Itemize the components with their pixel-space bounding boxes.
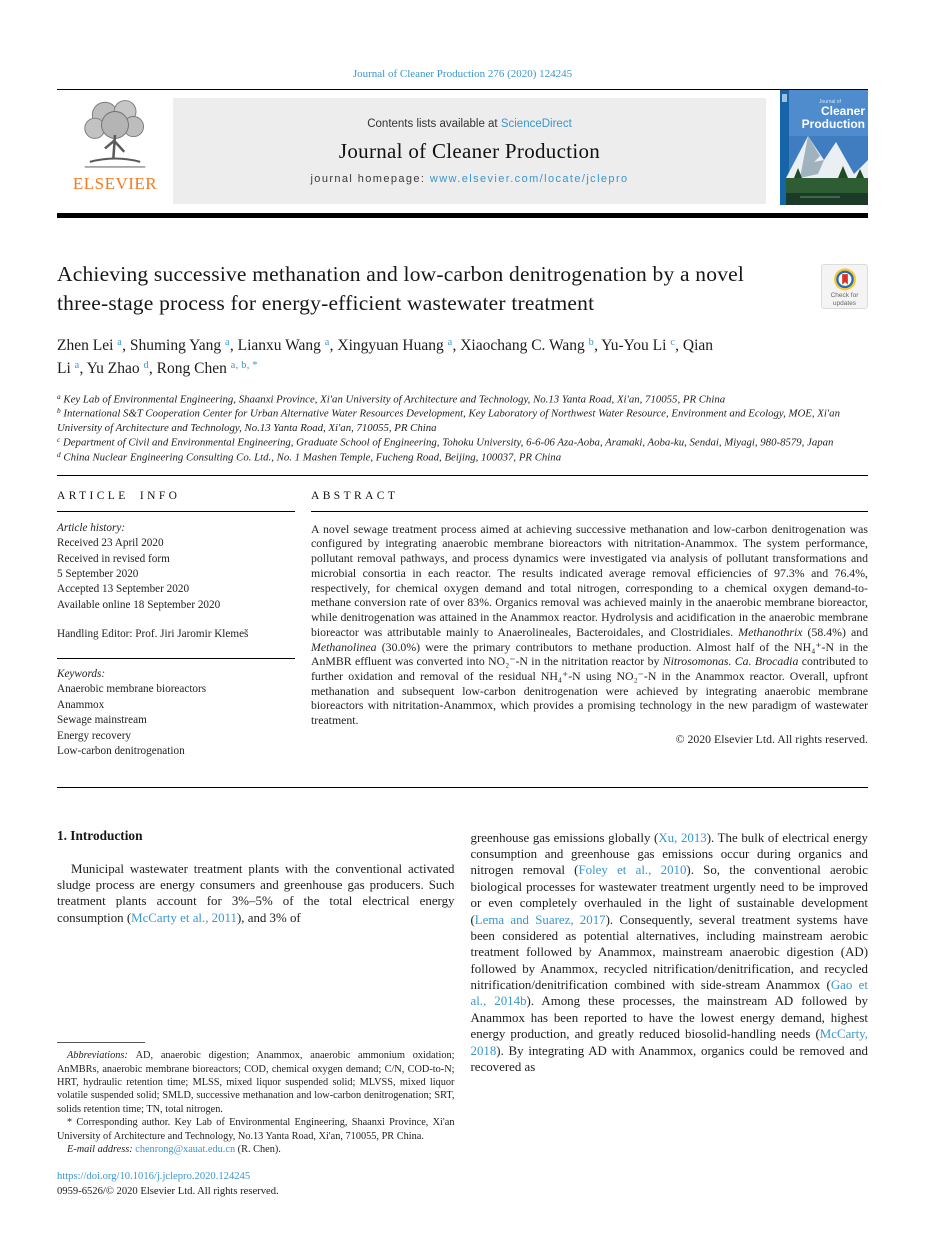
corresponding-author-footnote: * Corresponding author. Key Lab of Environmental Engineering, Shaanxi Province, Xi'an University of Architecture and Technology, No.13 Yanta Road, Xi'an, 710055, PR China. bbox=[57, 1117, 455, 1142]
check-for-updates-label: Check for updates bbox=[830, 291, 859, 307]
journal-cover-thumbnail[interactable] bbox=[780, 90, 868, 206]
history-line: Received 23 April 2020 bbox=[57, 537, 164, 550]
check-for-updates-badge[interactable] bbox=[821, 264, 868, 309]
journal-masthead bbox=[57, 90, 868, 206]
elsevier-tree-icon bbox=[73, 93, 157, 177]
journal-name: Journal of Cleaner Production bbox=[338, 138, 601, 163]
keyword: Anaerobic membrane bioreactors bbox=[57, 683, 207, 696]
doi-link[interactable]: https://doi.org/10.1016/j.jclepro.2020.124245 bbox=[57, 1170, 251, 1182]
check-for-updates-icon bbox=[830, 267, 860, 292]
elsevier-logo[interactable] bbox=[57, 90, 173, 206]
article-info-rule bbox=[57, 511, 295, 512]
keyword: Sewage mainstream bbox=[57, 714, 147, 727]
abbreviations-footnote: Abbreviations: AD, anaerobic digestion; Anammox, anaerobic ammonium oxidation; AnMBRs, anaerobic membrane bioreactors; COD, chemical oxygen demand; C/N, COD-to-N; HRT, hydraulic retention time; MLSS, mixed liquor suspended solid; MLVSS, mixed liquor volatile suspended solid; SMLD, successive methanation and low-carbon denitrogenation; SRT, solids retention time; TN, total nitrogen. bbox=[57, 1050, 455, 1115]
affiliation-b bbox=[57, 406, 868, 435]
affiliation-c bbox=[57, 435, 868, 450]
body-left-column bbox=[57, 828, 455, 1200]
keyword: Anammox bbox=[57, 698, 105, 711]
author-list: Zhen Lei $^a$, Shuming Yang $^a$, Lianxu Wang $^a$, Xingyuan Huang $^a$, Xiaochang C. Wang $^b$, Yu-You Li $^c$, Qian Li $^a$, Yu Zhao $^d$, Rong Chen $^{a, b, *}$ bbox=[57, 337, 714, 378]
affiliation-text: Department of Civil and Environmental Engineering, Graduate School of Engineering, Tohoku University, 6-6-06 Aza-Aoba, Aramaki, Aoba-ku, Sendai, Miyagi, 980-8579, Japan bbox=[62, 436, 834, 449]
copyright-line: © 2020 Elsevier Ltd. All rights reserved. bbox=[675, 731, 868, 746]
handling-editor-line: Handling Editor: Prof. Jiri Jaromir Klemeš bbox=[57, 628, 249, 641]
keywords-label: Keywords: bbox=[57, 667, 106, 680]
history-line: Available online 18 September 2020 bbox=[57, 598, 221, 611]
article-title: Achieving successive methanation and low-carbon denitrogenation by a novel three-stage process for energy-efficient wastewater treatment bbox=[57, 262, 745, 315]
intro-paragraph-continued: greenhouse gas emissions globally (Xu, 2013). The bulk of electrical energy consumption and greenhouse gas emissions occur during organics and nitrogen removal (Foley et al., 2010). So, the conventional aerobic biological processes for wastewater treatment urgently need to be improved or even completely overhauled in the light of sustainable development (Lema and Suarez, 2017). Consequently, several treatment systems have been considered as potential alternatives, including mainstream aerobic treatment followed by Anammox, mainstream anaerobic digestion (AD) followed by Anammox, recycled nitrification/denitrification, and recycled nitrification/denitrification combined with side-stream Anammox (Gao et al., 2014b). Among these processes, the mainstream AD followed by Anammox has been reported to have the lowest energy demand, highest energy production, and greatly reduced biosolid-handling needs (McCarty, 2018). By integrating AD with Anammox, organics could be removed and recovered as bbox=[470, 830, 868, 1075]
article-history-label: Article history: bbox=[57, 521, 126, 534]
info-abstract-section bbox=[57, 476, 868, 760]
affiliation-marker: b bbox=[57, 406, 61, 416]
contents-list-line[interactable]: Contents lists available at ScienceDirect bbox=[367, 117, 572, 130]
article-body bbox=[57, 828, 868, 1200]
journal-cover-image bbox=[780, 90, 868, 205]
history-line: Received in revised form bbox=[57, 552, 170, 565]
history-line: Accepted 13 September 2020 bbox=[57, 583, 190, 596]
cover-title-line2: Production bbox=[801, 117, 865, 131]
abstract-heading: ABSTRACT bbox=[311, 489, 399, 502]
affiliation-text: International S&T Cooperation Center for Urban Alternative Water Resources Development, Key Laboratory of Northwest Water Resource, Environment and Ecology, MOE, Xi'an University of Architecture and Technology, No.13 Yanta Road, Xi'an, 710055, PR China bbox=[57, 407, 840, 434]
keyword: Low-carbon denitrogenation bbox=[57, 745, 185, 758]
affiliation-text: China Nuclear Engineering Consulting Co. Ltd., No. 1 Mashen Temple, Fucheng Road, Beijing, 100037, PR China bbox=[63, 451, 562, 464]
intro-paragraph: Municipal wastewater treatment plants with the conventional activated sludge process are energy consumers and greenhouse gas producers. Such treatment plants account for 3%–5% of the total electrical energy consumption (McCarty et al., 2011), and 3% of bbox=[57, 861, 455, 925]
issn-copyright-line: 0959-6526/© 2020 Elsevier Ltd. All rights reserved. bbox=[57, 1185, 279, 1197]
body-right-column bbox=[471, 828, 869, 1200]
elsevier-wordmark: ELSEVIER bbox=[72, 174, 158, 193]
title-block bbox=[57, 260, 868, 317]
column-spacer bbox=[57, 926, 455, 1042]
cover-journal-prefix: Journal of bbox=[819, 99, 841, 105]
abstract-column bbox=[311, 476, 868, 760]
affiliation-marker: d bbox=[57, 450, 61, 460]
footnote-divider bbox=[57, 1042, 145, 1043]
abstract-bottom-divider bbox=[57, 787, 868, 788]
section-heading-introduction: 1. Introduction bbox=[57, 827, 143, 843]
article-info-heading: ARTICLE INFO bbox=[57, 489, 181, 502]
affiliation-text: Key Lab of Environmental Engineering, Shaanxi Province, Xi'an University of Architecture and Technology, No.13 Yanta Road, Xi'an, 710055, PR China bbox=[63, 392, 726, 405]
journal-citation: Journal of Cleaner Production 276 (2020) 124245 bbox=[352, 68, 573, 80]
doi-block bbox=[57, 1170, 455, 1200]
keyword: Energy recovery bbox=[57, 729, 132, 742]
abstract-rule bbox=[311, 511, 868, 512]
history-line: 5 September 2020 bbox=[57, 568, 139, 581]
article-info-column bbox=[57, 476, 295, 760]
affiliation-d bbox=[57, 450, 868, 465]
affiliations bbox=[57, 392, 868, 465]
affiliation-marker: c bbox=[57, 435, 61, 445]
email-footnote: E-mail address: chenrong@xauat.edu.cn (R. Chen). bbox=[67, 1144, 281, 1156]
masthead-bottom-bar bbox=[57, 213, 868, 218]
journal-banner bbox=[173, 98, 766, 204]
cover-title-line1: Cleaner bbox=[820, 104, 865, 118]
journal-homepage-line[interactable]: journal homepage: www.elsevier.com/locate/jclepro bbox=[310, 172, 629, 185]
affiliation-marker: a bbox=[57, 391, 61, 401]
keywords-divider bbox=[57, 658, 295, 659]
footnote-block bbox=[57, 1042, 455, 1157]
abstract-text: A novel sewage treatment process aimed at achieving successive methanation and low-carbon denitrogenation was configured by integrating anaerobic membrane bioreactors with nitritation-Anammox. The system performance, pollutant removal pathways, and process dynamics were investigated via analysis of pollutant transformations and microbial consortia in each reactor. The results indicated average removal efficiencies of 97.3% and 76.4%, respectively, for chemical oxygen demand and total nitrogen, corresponding to a chemical oxygen demand-to-methane conversion rate of over 83%. Organics removal was achieved mainly in the anaerobic membrane bioreactor, while denitrogenation was attained in the Anammox reactor. Hydrolysis and acidification in the anaerobic membrane bioreactor was attributable mainly to Anaerolineales, Bacteroidales, and Clostridiales. Methanothrix (58.4%) and Methanolinea (30.0%) were the primary contributors to methane production. Almost half of the NH₄⁺-N in the AnMBR effluent was converted into NO₂⁻-N in the nitritation reactor by Nitrosomonas. Ca. Brocadia contributed to further oxidation and removal of the residual NH₄⁺-N using NO₂⁻-N in the Anammox reactor. Overall, upfront methanation and subsequent low-carbon denitrogenation were achieved by integrating anaerobic membrane bioreactors with nitritation-Anammox, which provides a promising technology in the new paradigm of wastewater treatment. bbox=[311, 521, 868, 728]
affiliation-a bbox=[57, 392, 868, 407]
